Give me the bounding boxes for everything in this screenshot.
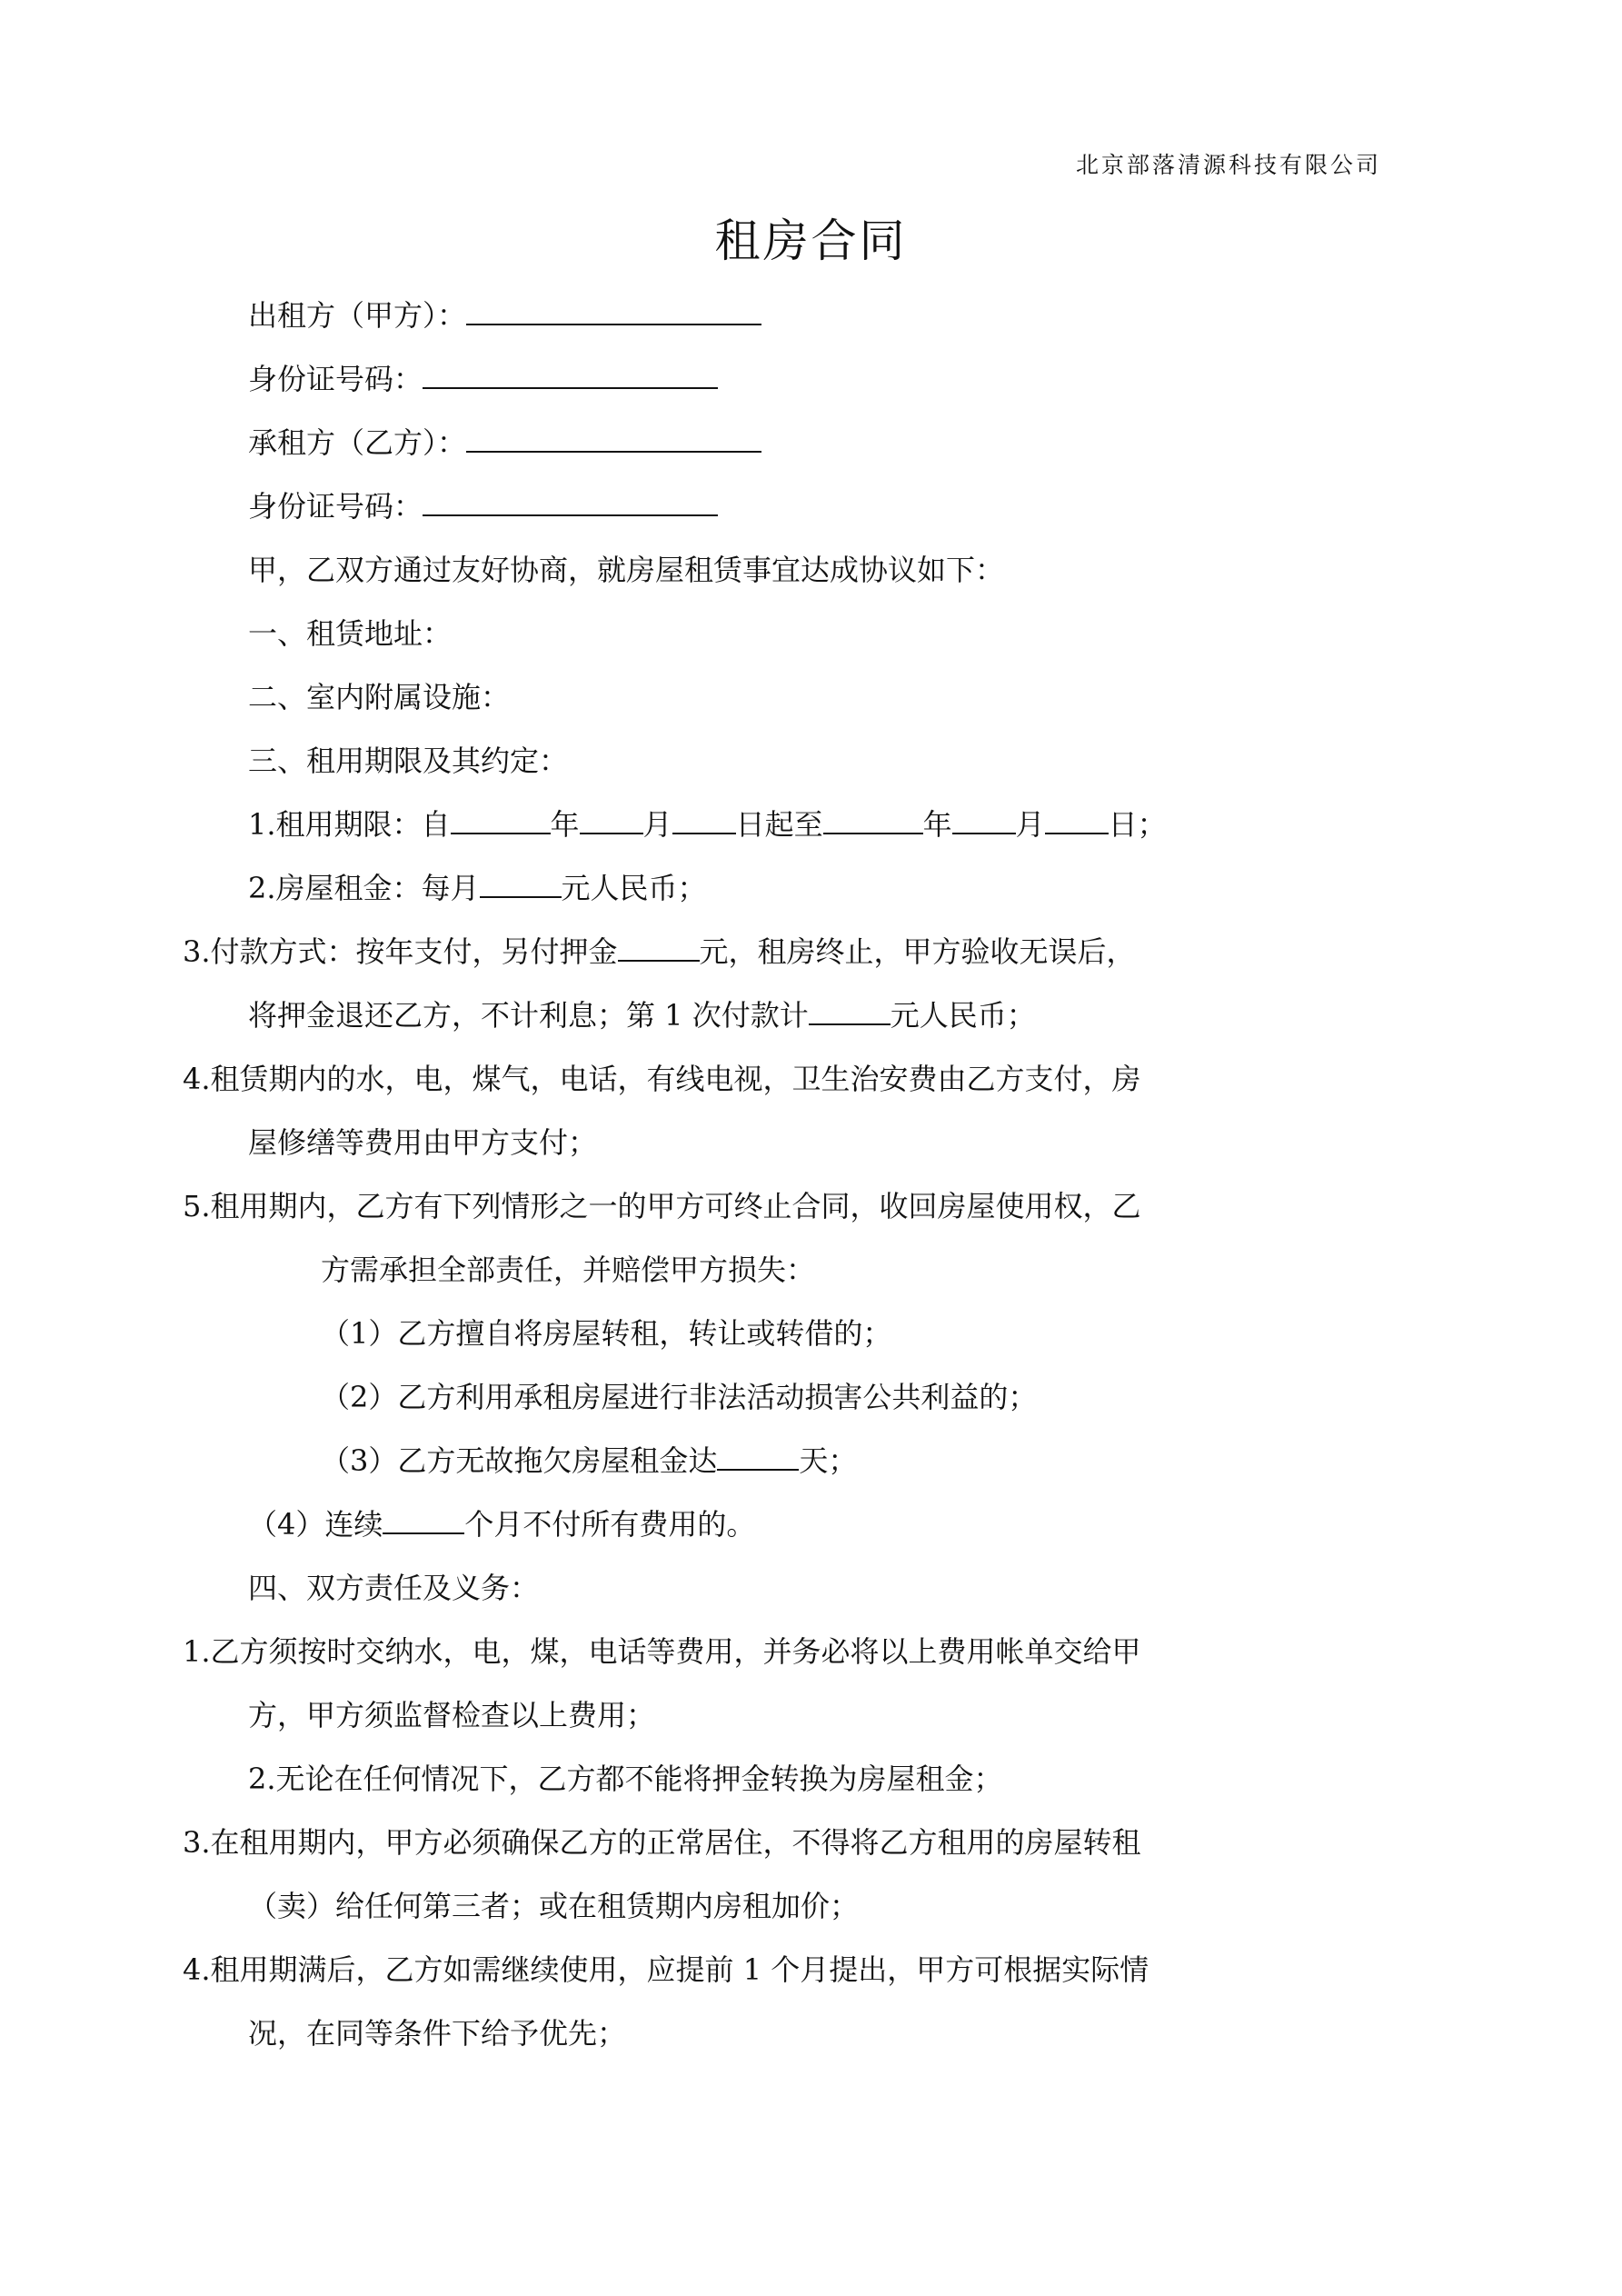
clause-1 — [321, 1302, 1384, 1365]
rent-text: 2.房屋租金：每月 — [248, 871, 480, 905]
year-label: 年 — [550, 807, 580, 842]
overdue-days-field[interactable] — [717, 1429, 799, 1471]
clause-1-text: （1）乙方擅自将房屋转租，转让或转借的； — [321, 1316, 892, 1351]
payment-text-3: 将押金退还乙方，不计利息；第 1 次付款计 — [248, 998, 809, 1033]
duty-1-line-1: 1.乙方须按时交纳水，电，煤，电话等费用，并务必将以上费用帐单交给甲 — [183, 1634, 1141, 1669]
duty-1-line-2: 方，甲方须监督检查以上费用； — [248, 1698, 656, 1732]
lessee-label: 承租方（乙方）： — [248, 425, 467, 460]
section-4-heading: 四、双方责任及义务： — [248, 1571, 540, 1605]
unpaid-months-field[interactable] — [383, 1492, 464, 1534]
clause-3-text: （3）乙方无故拖欠房屋租金达 — [321, 1443, 718, 1478]
end-day-field[interactable] — [1045, 793, 1109, 834]
section-3-heading: 三、租用期限及其约定： — [248, 744, 569, 778]
payment-text-1: 3.付款方式：按年支付，另付押金 — [183, 934, 618, 969]
duty-3-line-2: （卖）给任何第三者；或在租赁期内房租加价； — [248, 1889, 860, 1923]
rent-line — [248, 856, 1384, 920]
end-year-field[interactable] — [823, 793, 923, 834]
clause-3-unit: 天； — [799, 1443, 858, 1478]
section-1-heading: 一、租赁地址： — [248, 616, 453, 651]
deposit-field[interactable] — [618, 920, 700, 962]
payment-text-2: 元，租房终止，甲方验收无误后， — [699, 934, 1136, 969]
start-month-field[interactable] — [580, 793, 643, 834]
lease-term-line — [248, 793, 1384, 856]
lessor-label: 出租方（甲方）： — [248, 298, 467, 333]
lessor-id-field[interactable] — [423, 347, 718, 389]
day-to-label: 日起至 — [735, 807, 823, 842]
duty-3-line-1: 3.在租用期内，甲方必须确保乙方的正常居住，不得将乙方租用的房屋转租 — [183, 1825, 1141, 1860]
lessee-id-field[interactable] — [423, 474, 718, 516]
end-month-field[interactable] — [952, 793, 1016, 834]
start-day-field[interactable] — [672, 793, 736, 834]
lessee-id-label: 身份证号码： — [248, 489, 423, 524]
payment-line-1 — [183, 920, 1384, 983]
company-name: 北京部落清源科技有限公司 — [1075, 152, 1381, 178]
payment-text-4: 元人民币； — [890, 998, 1036, 1033]
contract-body — [183, 284, 1384, 2065]
day-end-label: 日； — [1108, 807, 1167, 842]
start-year-field[interactable] — [451, 793, 551, 834]
intro-text: 甲，乙双方通过友好协商，就房屋租赁事宜达成协议如下： — [248, 553, 1005, 587]
lessor-id-line — [248, 347, 1384, 411]
lessee-name-field[interactable] — [466, 411, 761, 453]
monthly-rent-field[interactable] — [480, 856, 562, 898]
section-2-heading: 二、室内附属设施： — [248, 680, 511, 714]
clause-4-unit: 个月不付所有费用的。 — [464, 1507, 756, 1542]
clause-3 — [321, 1429, 1384, 1492]
utilities-line-1: 4.租赁期内的水，电，煤气，电话，有线电视，卫生治安费由乙方支付，房 — [183, 1062, 1141, 1096]
year-label: 年 — [922, 807, 952, 842]
termination-line-1: 5.租用期内，乙方有下列情形之一的甲方可终止合同，收回房屋使用权，乙 — [183, 1189, 1141, 1223]
clause-2 — [321, 1365, 1384, 1429]
lease-term-text: 1.租用期限：自 — [248, 807, 451, 842]
lessor-name-field[interactable] — [466, 284, 761, 325]
duty-4-line-1: 4.租用期满后，乙方如需继续使用，应提前 1 个月提出，甲方可根据实际情 — [183, 1952, 1149, 1987]
duty-2-line: 2.无论在任何情况下，乙方都不能将押金转换为房屋租金； — [248, 1762, 1003, 1796]
termination-line-2: 方需承担全部责任，并赔偿甲方损失： — [321, 1253, 816, 1287]
duty-4-line-2: 况，在同等条件下给予优先； — [248, 2016, 627, 2051]
clause-2-text: （2）乙方利用承租房屋进行非法活动损害公共利益的； — [321, 1380, 1038, 1414]
document-title: 租房合同 — [714, 215, 908, 267]
lessor-id-label: 身份证号码： — [248, 362, 423, 396]
lessee-line — [248, 411, 1384, 474]
first-payment-field[interactable] — [809, 983, 891, 1025]
month-label: 月 — [1015, 807, 1045, 842]
clause-4-text: （4）连续 — [248, 1507, 383, 1542]
utilities-line-2: 屋修缮等费用由甲方支付； — [248, 1125, 598, 1160]
lessor-line — [248, 284, 1384, 347]
month-label: 月 — [642, 807, 672, 842]
payment-line-2 — [248, 983, 1384, 1047]
rent-unit: 元人民币； — [561, 871, 707, 905]
lessee-id-line — [248, 474, 1384, 538]
clause-4 — [248, 1492, 1384, 1556]
